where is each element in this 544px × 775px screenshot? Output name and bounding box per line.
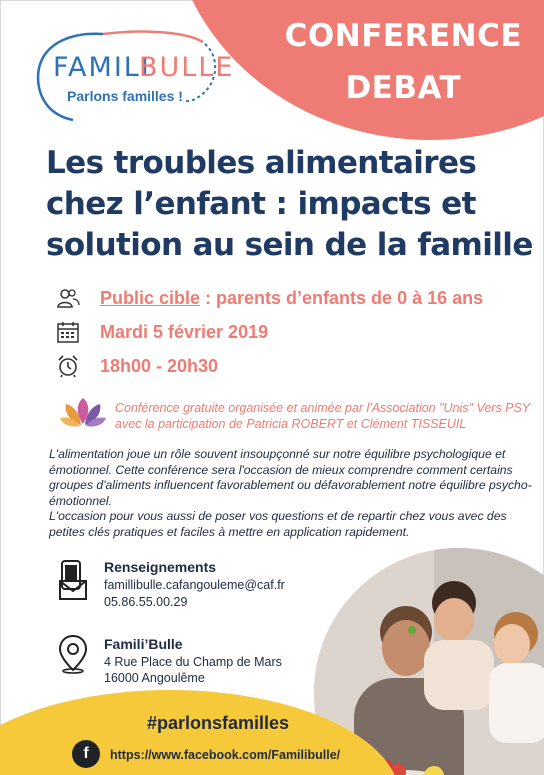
- date-row: [56, 320, 268, 344]
- contact-phone[interactable]: 05.86.55.00.29: [104, 595, 188, 609]
- logo-famili-text: FAMILI: [53, 52, 151, 83]
- conference-title: [46, 143, 536, 266]
- info-title: Renseignements: [104, 559, 217, 575]
- unis-psy-logo: [58, 394, 108, 440]
- famili-bulle-logo: [33, 28, 235, 124]
- contact-email[interactable]: famillibulle.cafangouleme@caf.fr: [104, 578, 285, 592]
- location-city: 16000 Angoulême: [104, 671, 205, 685]
- banner-line-1: CONFERENCE: [284, 18, 522, 54]
- title-line-3: solution au sein de la famille: [46, 227, 533, 263]
- time-row: [56, 354, 218, 378]
- description-paragraph-1: L'alimentation joue un rôle souvent insoupçonné sur notre équilibre psychologique et émotionnel. Cette conférence sera l'occasion de mieux comprendre comment certains groupes d'aliments influencent favorablement ou défavorablement notre équilibre psycho-émotionnel.: [49, 447, 532, 508]
- event-date: Mardi 5 février 2019: [100, 321, 269, 342]
- event-type-banner: [285, 10, 522, 114]
- audience-text: [100, 288, 483, 309]
- description-paragraph-2: L'occasion pour vous aussi de poser vos questions et de repartir chez vous avec des petites clés pratiques et faciles à mettre en application rapidement.: [49, 509, 507, 539]
- hashtag: #parlonsfamilles: [147, 713, 290, 733]
- alarm-clock-icon: [56, 354, 80, 378]
- description: [49, 447, 535, 540]
- facebook-icon[interactable]: f: [72, 740, 100, 768]
- people-icon: [56, 286, 80, 310]
- title-line-2: chez l’enfant : impacts et: [46, 186, 476, 222]
- location-title: Famili’Bulle: [104, 636, 183, 652]
- logo-bulle-text: BULLE: [139, 52, 235, 83]
- lotus-icon: [58, 394, 108, 440]
- audience-label: Public cible: [100, 287, 201, 308]
- audience-value: : parents d’enfants de 0 à 16 ans: [200, 287, 484, 308]
- audience-row: [56, 286, 483, 310]
- location-address: 4 Rue Place du Champ de Mars: [104, 655, 282, 669]
- logo-tagline: Parlons familles !: [67, 88, 183, 104]
- facebook-link[interactable]: https://www.facebook.com/Familibulle/: [110, 748, 341, 762]
- location-pin-icon: [58, 634, 88, 679]
- title-line-1: Les troubles alimentaires: [46, 145, 477, 181]
- phone-mail-icon: [56, 557, 92, 608]
- organizer-text: Conférence gratuite organisée et animée par l'Association "Unis" Vers PSY avec la participation de Patricia ROBERT et Clément TISSEUIL: [115, 401, 530, 431]
- event-time: 18h00 - 20h30: [100, 355, 219, 376]
- banner-line-2: DEBAT: [345, 70, 462, 106]
- calendar-icon: [56, 320, 80, 344]
